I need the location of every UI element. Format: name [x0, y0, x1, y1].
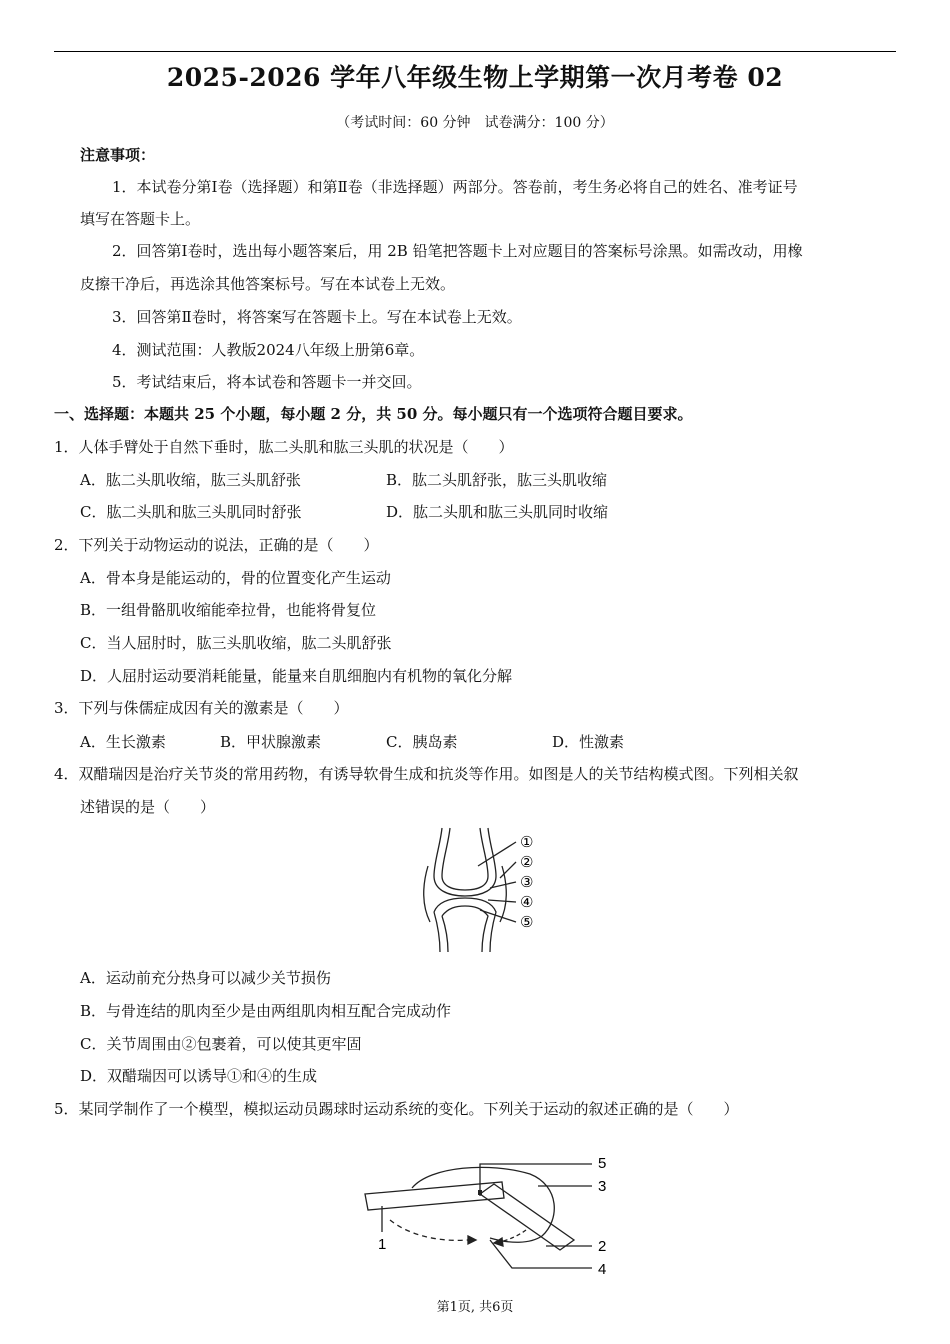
q2-option-d: D．人屈肘运动要消耗能量，能量来自肌细胞内有机物的氧化分解 — [80, 667, 513, 685]
section-heading: 一、选择题：本题共 25 个小题，每小题 2 分，共 50 分。每小题只有一个选项符合题目要求。 — [54, 405, 693, 423]
exam-info: （考试时间：60 分钟 试卷满分：100 分） — [336, 115, 614, 131]
q2-option-a: A．骨本身是能运动的，骨的位置变化产生运动 — [80, 569, 391, 587]
model-label: 2 — [598, 1238, 607, 1255]
model-label: 4 — [598, 1261, 607, 1278]
q1-option-c: C．肱二头肌和肱三头肌同时舒张 — [80, 503, 302, 521]
q3-option-a: A．生长激素 — [80, 733, 166, 751]
joint-label: ① — [520, 833, 534, 851]
q4-option-a: A．运动前充分热身可以减少关节损伤 — [80, 969, 331, 987]
note-line: 2．回答第Ⅰ卷时，选出每小题答案后，用 2B 铅笔把答题卡上对应题目的答案标号涂黑。如需改动，用橡 — [112, 242, 803, 260]
q1-option-b: B．肱二头肌舒张，肱三头肌收缩 — [386, 471, 608, 489]
joint-label: ② — [520, 853, 534, 871]
page-number: 第1页, 共6页 — [436, 1300, 514, 1315]
notes-heading: 注意事项： — [80, 146, 156, 164]
q2-option-c: C．当人屈肘时，肱三头肌收缩，肱二头肌舒张 — [80, 634, 392, 652]
joint-diagram — [420, 826, 550, 954]
note-line: 3．回答第Ⅱ卷时，将答案写在答题卡上。写在本试卷上无效。 — [112, 308, 522, 326]
q4-stem-cont: 述错误的是（ ） — [80, 798, 216, 816]
note-line: 皮擦干净后，再选涂其他答案标号。写在本试卷上无效。 — [80, 275, 456, 293]
joint-label: ③ — [520, 873, 534, 891]
note-line: 5．考试结束后，将本试卷和答题卡一并交回。 — [112, 373, 422, 391]
q4-option-b: B．与骨连结的肌肉至少是由两组肌肉相互配合完成动作 — [80, 1002, 452, 1020]
q4-stem: 4．双醋瑞因是治疗关节炎的常用药物，有诱导软骨生成和抗炎等作用。如图是人的关节结构模式图。下列相关叙 — [54, 765, 799, 783]
note-line: 1．本试卷分第Ⅰ卷（选择题）和第Ⅱ卷（非选择题）两部分。答卷前，考生务必将自己的姓名、准考证号 — [112, 178, 798, 196]
q1-option-a: A．肱二头肌收缩，肱三头肌舒张 — [80, 471, 301, 489]
note-line: 填写在答题卡上。 — [80, 210, 201, 228]
page-title: 2025-2026 学年八年级生物上学期第一次月考卷 02 — [166, 63, 784, 92]
q3-option-b: B．甲状腺激素 — [220, 733, 322, 751]
q3-option-d: D．性激素 — [552, 733, 625, 751]
q1-option-d: D．肱二头肌和肱三头肌同时收缩 — [386, 503, 609, 521]
joint-label: ⑤ — [520, 913, 534, 931]
note-line: 4．测试范围：人教版2024八年级上册第6章。 — [112, 341, 425, 359]
model-label: 5 — [598, 1155, 607, 1172]
q2-stem: 2．下列关于动物运动的说法，正确的是（ ） — [54, 536, 379, 554]
model-label: 1 — [378, 1236, 387, 1253]
joint-label: ④ — [520, 893, 534, 911]
top-rule — [54, 51, 896, 52]
q2-option-b: B．一组骨骼肌收缩能牵拉骨，也能将骨复位 — [80, 601, 377, 619]
q5-stem: 5．某同学制作了一个模型，模拟运动员踢球时运动系统的变化。下列关于运动的叙述正确的是（ ） — [54, 1100, 739, 1118]
q4-option-c: C．关节周围由②包裹着，可以使其更牢固 — [80, 1035, 362, 1053]
leg-model-diagram — [360, 1150, 620, 1282]
q1-stem: 1．人体手臂处于自然下垂时，肱二头肌和肱三头肌的状况是（ ） — [54, 438, 514, 456]
q4-option-d: D．双醋瑞因可以诱导①和④的生成 — [80, 1067, 318, 1085]
q3-option-c: C．胰岛素 — [386, 733, 458, 751]
model-label: 3 — [598, 1178, 607, 1195]
q3-stem: 3．下列与侏儒症成因有关的激素是（ ） — [54, 699, 349, 717]
